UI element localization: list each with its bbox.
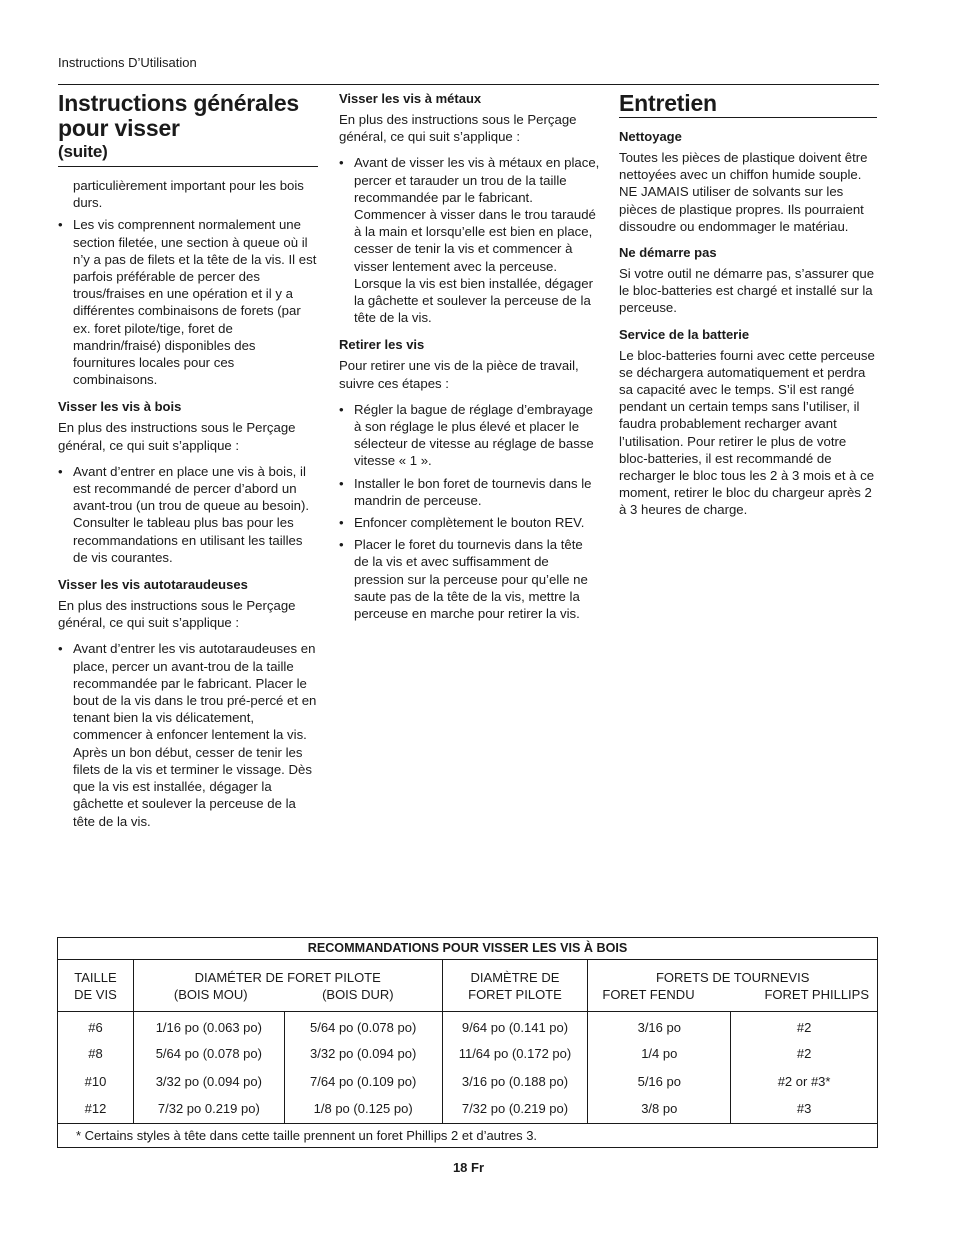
bullet-icon: • [58,641,63,657]
does-not-start-text: Si votre outil ne démarre pas, s’assurer que le bloc-batteries est chargé et installé sur la perceuse. [619,266,875,316]
bullet-icon: • [339,401,344,417]
section-title-maintenance: Entretien [619,88,877,118]
self-tapping-bullets [58,640,318,829]
wood-screws-intro: En plus des instructions sous le Perçage général, ce qui suit s’applique : [58,420,296,453]
metal-screws-bullets [339,154,601,326]
metal-screws-intro: En plus des instructions sous le Perçage général, ce qui suit s’applique : [339,112,577,145]
cleaning-text: Toutes les pièces de plastique doivent être nettoyées avec un chiffon humide souple. NE JAMAIS utiliser de solvants sur les pièces de plastique propres. Ils pourraient dissoudre ou endommager le matériau. [619,150,868,234]
header-pilot-diameter: DIAMÉTER DE FORET PILOTE (BOIS MOU) (BOIS DUR) [133,960,442,1012]
header-soft-wood: (BOIS MOU) [173,986,248,1002]
list-item: • Avant d’entrer en place une vis à bois, il est recommandé de percer d’abord un avant-trou (un trou de queue au besoin). Consulter le tableau plus bas pour les recommandations en utilisant les tailles de vis courantes. [58,463,310,565]
subheading-self-tapping-screws: Visser les vis autotaraudeuses [58,577,248,593]
column-middle [339,88,601,632]
section-title-text: Instructions générales pour visser [58,90,300,141]
bullet-icon: • [58,463,63,479]
continued-bullet-text: particulièrement important pour les bois durs. [73,178,304,211]
bullet-icon: • [339,515,344,531]
list-item: • Enfoncer complètement le bouton REV. [339,515,585,531]
battery-service-text: Le bloc-batteries fourni avec cette perceuse se déchargera automatiquement et perdra sa capacité avec le temps. S’il est rangé pendant un certain temps sans l’utiliser, il faudra probablement recharger avant l’utilisation. Pour retirer le plus de votre bloc-batteries, il est recommandé de recharger le bloc tous les 2 à 3 mois et à ce moment, retirer le bloc du chargeur après 2 à 3 heures de charge. [619,347,875,518]
remove-screws-intro: Pour retirer une vis de la pièce de travail, suivre ces étapes : [339,358,579,391]
self-tapping-intro: En plus des instructions sous le Perçage général, ce qui suit s’applique : [58,598,296,631]
running-head: Instructions D’Utilisation [58,55,197,70]
page-number: 18 Fr [452,1160,485,1175]
wood-screw-table [57,937,878,1148]
subheading-wood-screws: Visser les vis à bois [58,399,182,415]
recommendations-table [57,937,878,1148]
bullet-icon: • [339,155,344,171]
table-header-row [58,960,878,1012]
list-item: • Les vis comprennent normalement une section filetée, une section à queue où il n’y a pas de filets et la tête de la vis. Il est parfois préférable de percer des trous/fraises en une opération et il y a différentes combinaisons de forets (par ex. foret pilote/tige, foret de mandrin/fraisé) disponibles des fournitures locales pour ces combinaisons. [58,217,317,388]
table-row: #8 5/64 po (0.078 po) 3/32 po (0.094 po) 11/64 po (0.172 po) 1/4 po #2 [58,1040,878,1068]
list-item: • Placer le foret du tournevis dans la tête de la vis et avec suffisamment de pression sur la perceuse pour qu’elle ne saute pas de la tête de la vis, mettre la perceuse en marche pour retirer la vis. [339,537,588,622]
list-item: • Installer le bon foret de tournevis dans le mandrin de perceuse. [339,475,592,508]
table-caption: RECOMMANDATIONS POUR VISSER LES VIS À BOIS [58,938,878,960]
bullet-icon: • [339,537,344,553]
table-row: #10 3/32 po (0.094 po) 7/64 po (0.109 po) 3/16 po (0.188 po) 5/16 po #2 or #3* [58,1068,878,1096]
remove-screws-steps [339,401,601,622]
wood-screws-bullets [58,463,318,566]
table-row: #12 7/32 po 0.219 po) 1/8 po (0.125 po) 7/32 po (0.219 po) 3/8 po #3 [58,1096,878,1124]
table-row: #6 1/16 po (0.063 po) 5/64 po (0.078 po) 9/64 po (0.141 po) 3/16 po #2 [58,1012,878,1040]
subheading-cleaning: Nettoyage [619,129,682,144]
header-slotted-bit: FORET FENDU [602,986,695,1002]
column-right [619,88,877,528]
header-hard-wood: (BOIS DUR) [322,986,394,1002]
list-item: • Régler la bague de réglage d’embrayage à son réglage le plus élevé et placer le sélecteur de vitesse au réglage de basse vitesse « 1 ». [339,401,594,469]
header-screw-size: TAILLE DE VIS [58,960,134,1012]
section-title-general-screwing [58,88,318,167]
header-pilot-bit-diameter: DIAMÈTRE DE FORET PILOTE [442,960,588,1012]
header-screwdriver-bits: FORETS DE TOURNEVIS FORET FENDU FORET PHILLIPS [588,960,878,1012]
list-item: • Avant d’entrer les vis autotaraudeuses en place, percer un avant-trou de la taille recommandée par le fabricant. Placer le bout de la vis dans le trou pré-percé et en tenant bien la vis délicatement, commencer à enfoncer lentement la vis. Après un bon début, cesser de tenir les filets de la vis et terminer le vissage. Dès que la vis est installée, dégager la gâchette et soulever la perceuse de la tête de la vis. [58,641,317,829]
subheading-metal-screws: Visser les vis à métaux [339,91,482,106]
header-rule [58,84,879,85]
bullet-icon: • [58,217,63,233]
general-bullet-list [58,216,318,388]
header-phillips-bit: FORET PHILLIPS [764,986,869,1002]
table-footnote: * Certains styles à tête dans cette taille prennent un foret Phillips 2 et d’autres 3. [58,1124,878,1148]
subheading-remove-screws: Retirer les vis [339,337,425,353]
section-title-suite: (suite) [58,142,108,161]
subheading-battery-service: Service de la batterie [619,326,750,342]
column-left [58,88,318,840]
bullet-icon: • [339,475,344,491]
list-item: • Avant de visser les vis à métaux en place, percer et tarauder un trou de la taille recommandée par le fabricant. Commencer à visser dans le trou taraudé à la main et lorsqu’elle est bien en place, cesser de tenir la vis et commencer à visser lentement avec la perceuse. Lorsque la vis est bien installée, dégager la gâchette et soulever la perceuse de la tête de la vis. [339,155,600,326]
subheading-does-not-start: Ne démarre pas [619,245,717,261]
